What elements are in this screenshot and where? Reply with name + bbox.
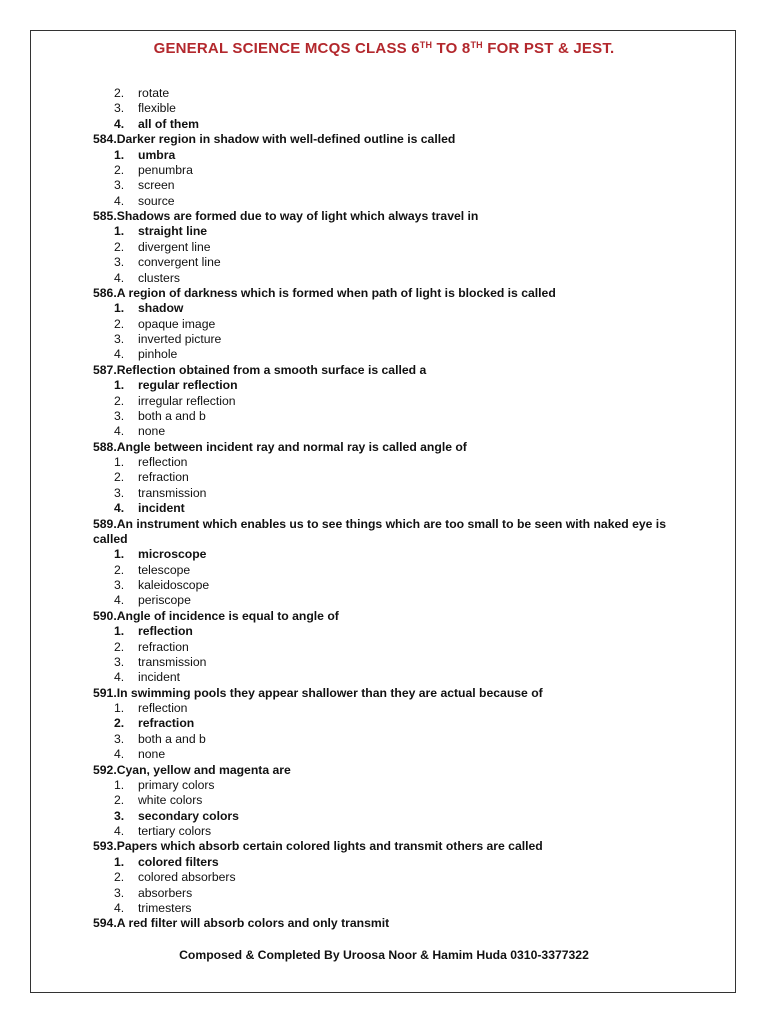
option-text: refraction — [138, 716, 195, 731]
question-text: 592.Cyan, yellow and magenta are — [93, 762, 291, 777]
option-item — [93, 547, 693, 562]
option-number: 4. — [114, 270, 125, 285]
option-text: shadow — [138, 301, 184, 316]
question-text: 587.Reflection obtained from a smooth surface is called a — [93, 362, 427, 377]
option-text: tertiary colors — [138, 824, 212, 838]
option-number: 4. — [114, 116, 125, 131]
option-text: reflection — [138, 455, 188, 469]
option-text: straight line — [138, 224, 208, 239]
option-item — [93, 271, 693, 286]
option-item — [93, 747, 693, 762]
option-text: opaque image — [138, 316, 216, 331]
option-number: 2. — [114, 639, 125, 654]
question-text: 594.A red filter will absorb colors and only transmit — [93, 916, 390, 931]
option-text: convergent line — [138, 255, 221, 270]
option-number: 2. — [114, 162, 125, 177]
option-number: 3. — [114, 578, 125, 592]
option-text: regular reflection — [138, 378, 238, 393]
option-text: secondary colors — [138, 808, 239, 823]
title-superscript-2: TH — [470, 40, 483, 50]
option-number: 2. — [114, 870, 125, 885]
question-text: 589.An instrument which enables us to see things which are too small to be seen with naked eye is called — [93, 516, 666, 546]
option-number: 2. — [114, 239, 125, 254]
option-item — [93, 301, 693, 316]
option-number: 1. — [114, 455, 125, 469]
option-number: 4. — [114, 824, 125, 838]
option-number: 3. — [114, 654, 125, 669]
option-number: 2. — [114, 562, 125, 577]
option-text: trimesters — [138, 900, 192, 915]
option-text: flexible — [138, 101, 176, 116]
option-number: 4. — [114, 347, 125, 362]
option-item — [93, 148, 693, 163]
option-number: 3. — [114, 101, 125, 116]
option-item — [93, 870, 693, 885]
option-text: telescope — [138, 562, 191, 577]
option-number: 3. — [114, 332, 125, 346]
option-number: 2. — [114, 393, 125, 408]
title-part-1: GENERAL SCIENCE MCQS CLASS 6 — [153, 40, 420, 57]
title-part-3: FOR PST & JEST. — [482, 40, 615, 57]
option-text: both a and b — [138, 408, 206, 423]
option-text: irregular reflection — [138, 393, 236, 408]
option-item — [93, 424, 693, 439]
option-item — [93, 178, 693, 193]
question-text: 591.In swimming pools they appear shallower than they are actual because of — [93, 685, 543, 700]
option-number: 3. — [114, 885, 125, 900]
option-text: screen — [138, 178, 175, 193]
option-item — [93, 732, 693, 747]
option-text: pinhole — [138, 347, 178, 362]
option-number: 2. — [114, 470, 125, 485]
option-item — [93, 640, 693, 655]
option-item — [93, 778, 693, 793]
option-text: kaleidoscope — [138, 578, 210, 592]
option-item — [93, 194, 693, 209]
option-item — [93, 855, 693, 870]
option-text: white colors — [138, 793, 203, 808]
option-number: 1. — [114, 378, 125, 393]
option-number: 1. — [114, 224, 125, 239]
option-text: refraction — [138, 470, 189, 485]
option-item — [93, 824, 693, 839]
question-text: 584.Darker region in shadow with well-defined outline is called — [93, 132, 456, 147]
option-number: 1. — [114, 854, 125, 869]
option-item — [93, 255, 693, 270]
option-number: 3. — [114, 731, 125, 746]
option-item — [93, 394, 693, 409]
option-item — [93, 163, 693, 178]
option-text: penumbra — [138, 162, 193, 177]
option-number: 2. — [114, 86, 125, 100]
page-footer: Composed & Completed By Uroosa Noor & Hamim Huda 0310-3377322 — [179, 948, 589, 962]
question-text: 590.Angle of incidence is equal to angle of — [93, 608, 339, 623]
option-number: 1. — [114, 547, 125, 562]
question-text: 593.Papers which absorb certain colored lights and transmit others are called — [93, 839, 543, 854]
option-number: 2. — [114, 793, 125, 808]
question-text: 586.A region of darkness which is formed when path of light is blocked is called — [93, 285, 556, 300]
option-text: absorbers — [138, 885, 193, 900]
option-number: 1. — [114, 147, 125, 162]
option-item — [93, 716, 693, 731]
option-number: 1. — [114, 701, 125, 715]
option-item — [93, 809, 693, 824]
option-item — [93, 701, 693, 716]
option-item — [93, 578, 693, 593]
option-text: transmission — [138, 654, 207, 669]
option-number: 4. — [114, 747, 125, 762]
title-part-2: TO 8 — [432, 40, 471, 57]
option-item — [93, 655, 693, 670]
option-item — [93, 378, 693, 393]
option-number: 3. — [114, 408, 125, 423]
option-number: 3. — [114, 178, 125, 193]
option-number: 3. — [114, 255, 125, 270]
option-text: divergent line — [138, 239, 211, 254]
option-text: all of them — [138, 116, 199, 131]
option-number: 4. — [114, 670, 125, 685]
question-text: 585.Shadows are formed due to way of light which always travel in — [93, 209, 479, 223]
option-number: 4. — [114, 900, 125, 915]
option-text: colored filters — [138, 854, 219, 869]
option-number: 4. — [114, 424, 125, 439]
option-item — [93, 901, 693, 916]
option-text: rotate — [138, 86, 170, 100]
option-text: none — [138, 747, 166, 762]
option-item — [93, 409, 693, 424]
option-number: 3. — [114, 808, 125, 823]
option-text: reflection — [138, 624, 193, 639]
option-item — [93, 332, 693, 347]
option-text: periscope — [138, 593, 191, 608]
option-number: 2. — [114, 716, 125, 731]
option-item — [93, 240, 693, 255]
option-number: 2. — [114, 316, 125, 331]
option-item — [93, 886, 693, 901]
option-item — [93, 470, 693, 485]
option-number: 1. — [114, 624, 125, 639]
option-number: 1. — [114, 301, 125, 316]
option-item — [93, 86, 693, 101]
option-item — [93, 347, 693, 362]
option-item — [93, 317, 693, 332]
option-item — [93, 455, 693, 470]
option-text: refraction — [138, 639, 189, 654]
option-text: clusters — [138, 270, 180, 285]
option-item — [93, 101, 693, 116]
option-text: transmission — [138, 485, 207, 500]
option-text: primary colors — [138, 777, 215, 792]
option-number: 3. — [114, 485, 125, 500]
option-item — [93, 624, 693, 639]
option-item — [93, 593, 693, 608]
title-superscript-1: TH — [419, 40, 433, 50]
option-item — [93, 224, 693, 239]
option-text: none — [138, 424, 166, 439]
option-item — [93, 563, 693, 578]
option-item — [93, 501, 693, 516]
option-item — [93, 793, 693, 808]
option-text: incident — [138, 501, 185, 516]
option-number: 4. — [114, 193, 125, 208]
option-text: umbra — [138, 147, 176, 162]
option-text: source — [138, 193, 175, 208]
question-text: 588.Angle between incident ray and normal ray is called angle of — [93, 439, 467, 454]
option-text: colored absorbers — [138, 870, 236, 885]
page-title — [0, 40, 768, 57]
option-text: inverted picture — [138, 332, 222, 346]
option-item — [93, 670, 693, 685]
option-number: 4. — [114, 593, 125, 608]
option-item — [93, 117, 693, 132]
option-text: microscope — [138, 547, 207, 562]
option-text: both a and b — [138, 731, 206, 746]
option-item — [93, 486, 693, 501]
option-text: reflection — [138, 701, 188, 715]
option-number: 4. — [114, 501, 125, 516]
option-text: incident — [138, 670, 181, 685]
mcq-list — [93, 86, 693, 932]
option-number: 1. — [114, 777, 125, 792]
